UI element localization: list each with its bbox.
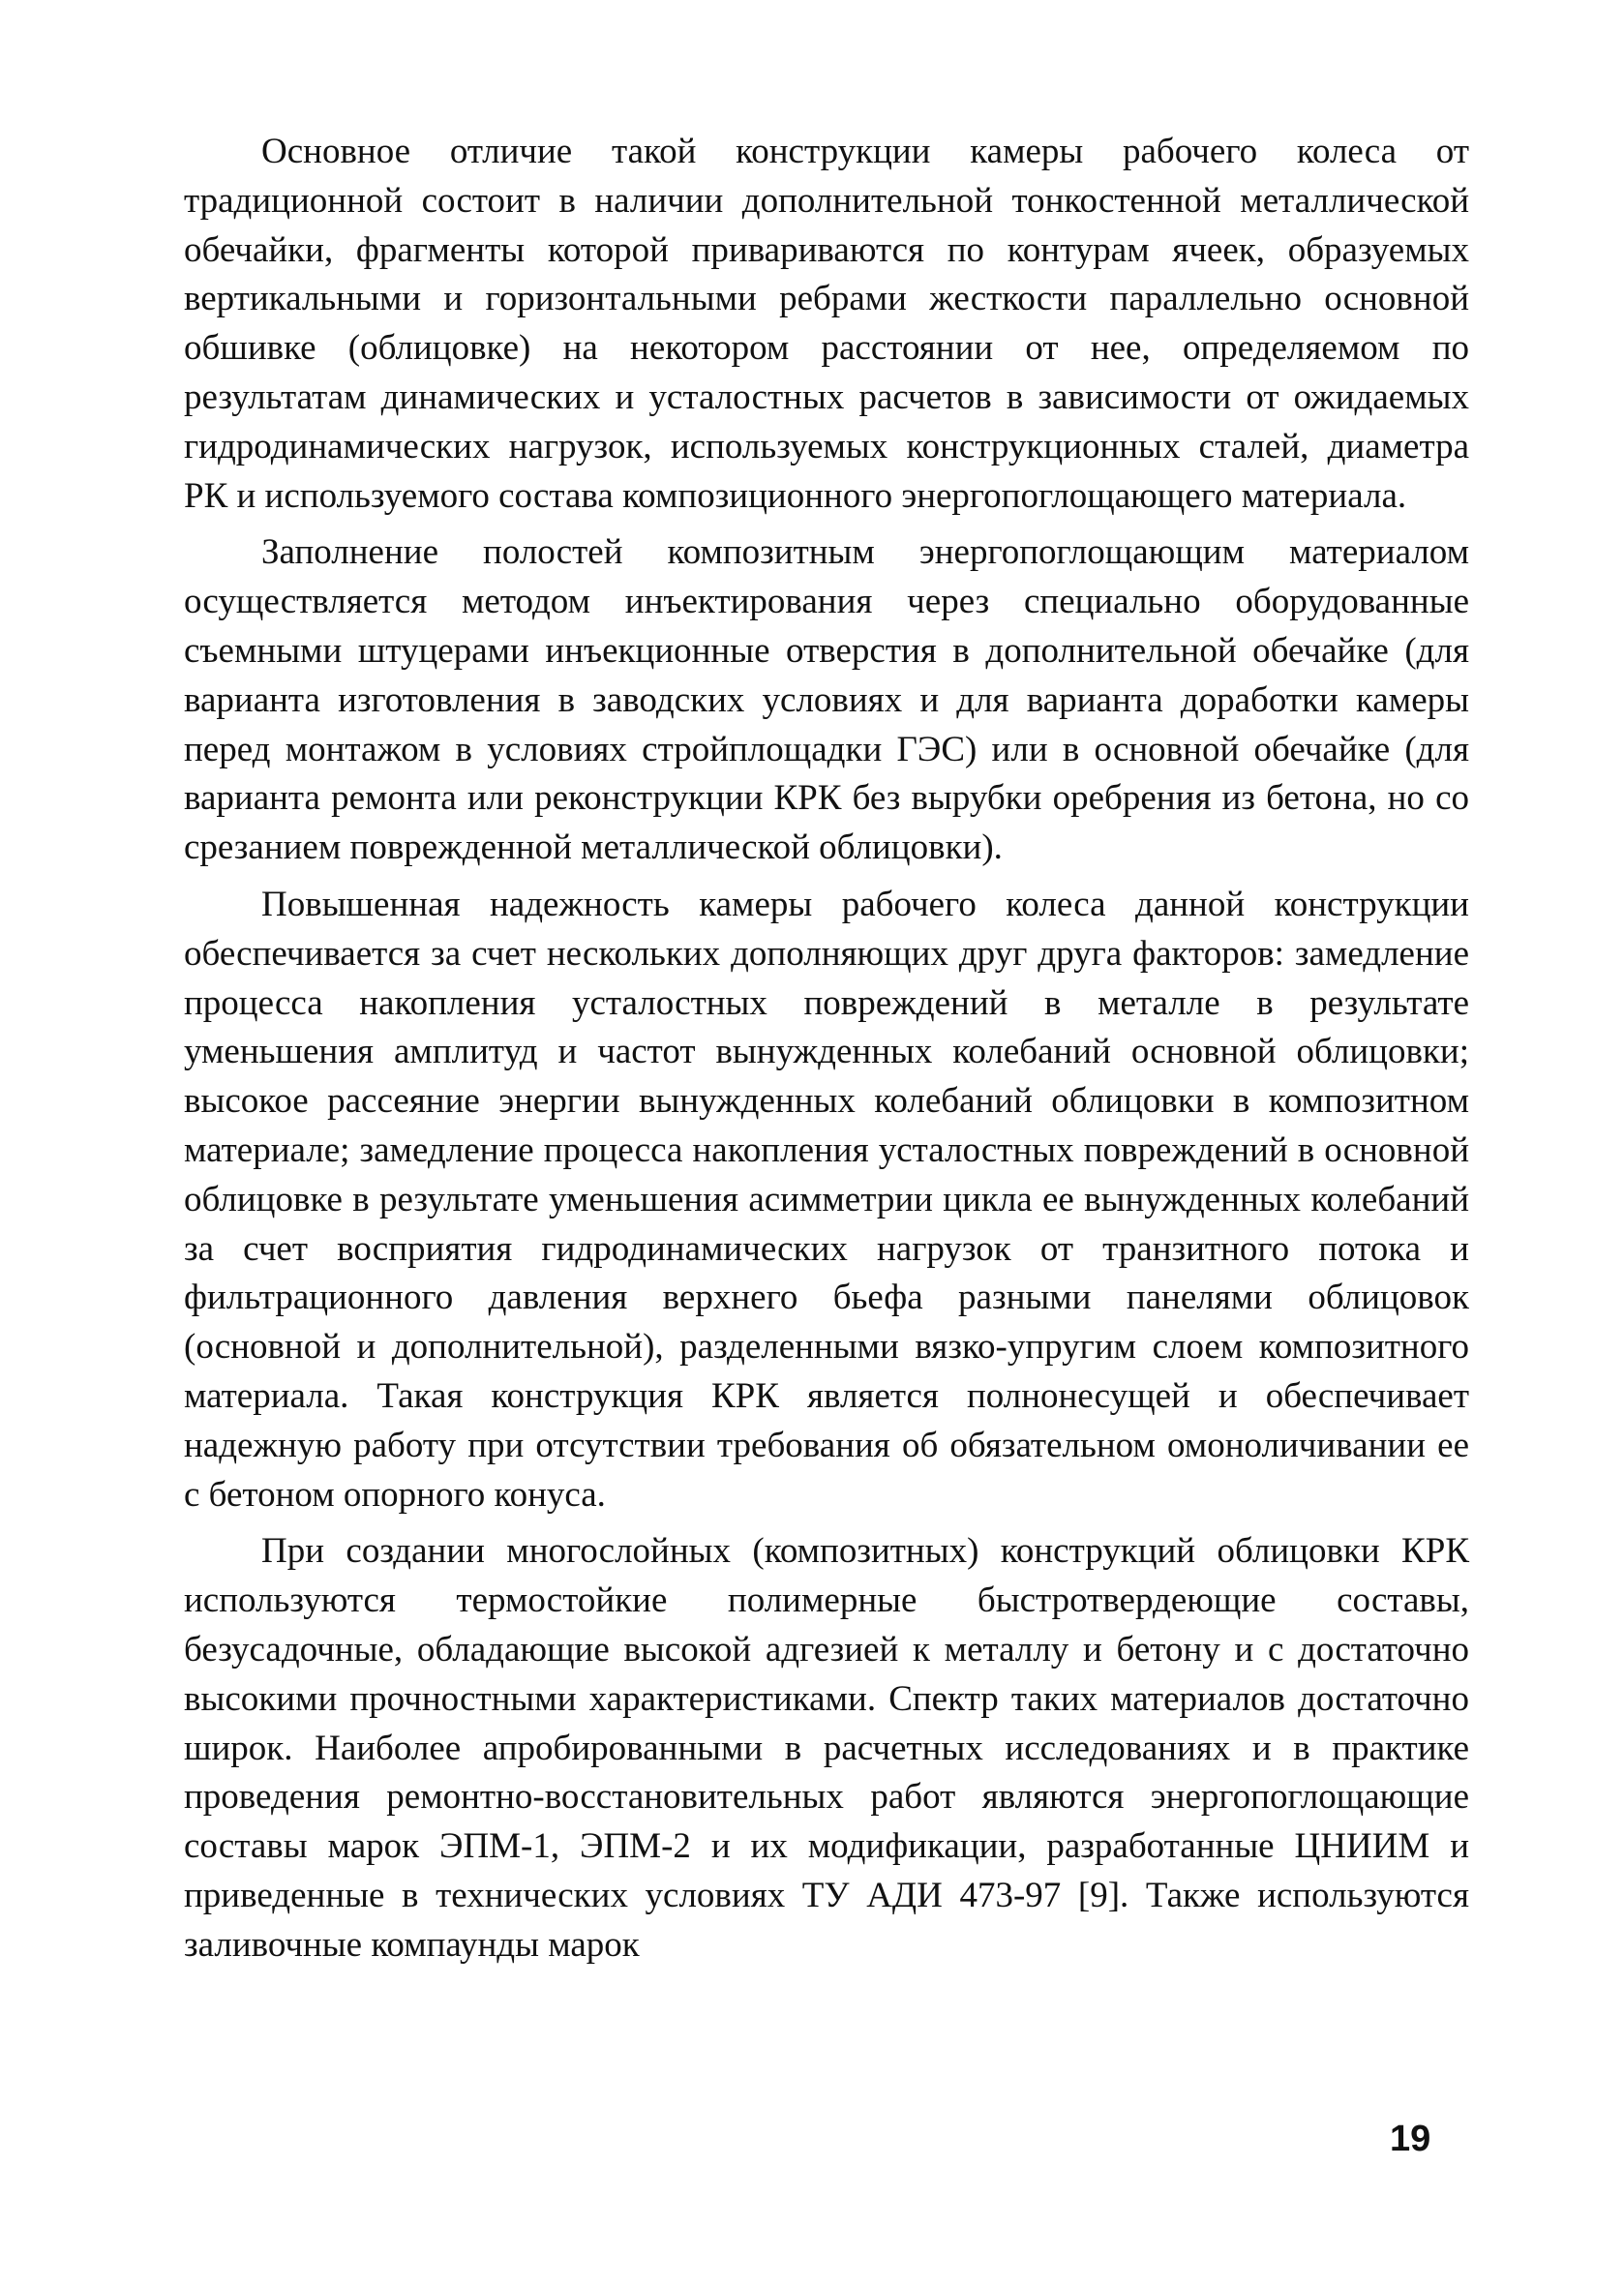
paragraph-2: Заполнение полостей композитным энергопоглощающим материалом осуществляется методом инъектирования через специально оборудованные съемными штуцерами инъекционные отверстия в дополнительной обечайке (для варианта изготовления в заводских условиях и для варианта доработки камеры перед монтажом в условиях стройплощадки ГЭС) или в основной обечайке (для варианта ремонта или реконструкции КРК без вырубки оребрения из бетона, но со срезанием поврежденной металлической облицовки). [184,532,1469,868]
page-number: 19 [1390,2119,1431,2159]
paragraph-1: Основное отличие такой конструкции камеры рабочего колеса от традиционной состоит в наличии дополнительной тонкостенной металлической обечайки, фрагменты которой привариваются по контурам ячеек, образуемых вертикальными и горизонтальными ребрами жесткости параллельно основной обшивке (облицовке) на некотором расстоянии от нее, определяемом по результатам динамических и усталостных расчетов в зависимости от ожидаемых гидродинамических нагрузок, используемых конструкционных сталей, диаметра РК и используемого состава композиционного энергопоглощающего материала. [184,132,1469,516]
page-body [184,128,1469,1970]
paragraph-4: При создании многослойных (композитных) конструкций облицовки КРК используются термостойкие полимерные быстротвердеющие составы, безусадочные, обладающие высокой адгезией к металлу и бетону и с достаточно высокими прочностными характеристиками. Спектр таких материалов достаточно широк. Наиболее апробированными в расчетных исследованиях и в практике проведения ремонтно-восстановительных работ являются энергопоглощающие составы марок ЭПМ-1, ЭПМ-2 и их модификации, разработанные ЦНИИМ и приведенные в технических условиях ТУ АДИ 473-97 [9]. Также используются заливочные компаунды марок [184,1531,1469,1965]
paragraph-3: Повышенная надежность камеры рабочего колеса данной конструкции обеспечивается за счет нескольких дополняющих друг друга факторов: замедление процесса накопления усталостных повреждений в металле в результате уменьшения амплитуд и частот вынужденных колебаний основной облицовки; высокое рассеяние энергии вынужденных колебаний облицовки в композитном материале; замедление процесса накопления усталостных повреждений в основной облицовке в результате уменьшения асимметрии цикла ее вынужденных колебаний за счет восприятия гидродинамических нагрузок от транзитного потока и фильтрационного давления верхнего бьефа разными панелями облицовок (основной и дополнительной), разделенными вязко-упругим слоем композитного материала. Такая конструкция КРК является полнонесущей и обеспечивает надежную работу при отсутствии требования об обязательном омоноличивании ее с бетоном опорного конуса. [184,884,1469,1515]
